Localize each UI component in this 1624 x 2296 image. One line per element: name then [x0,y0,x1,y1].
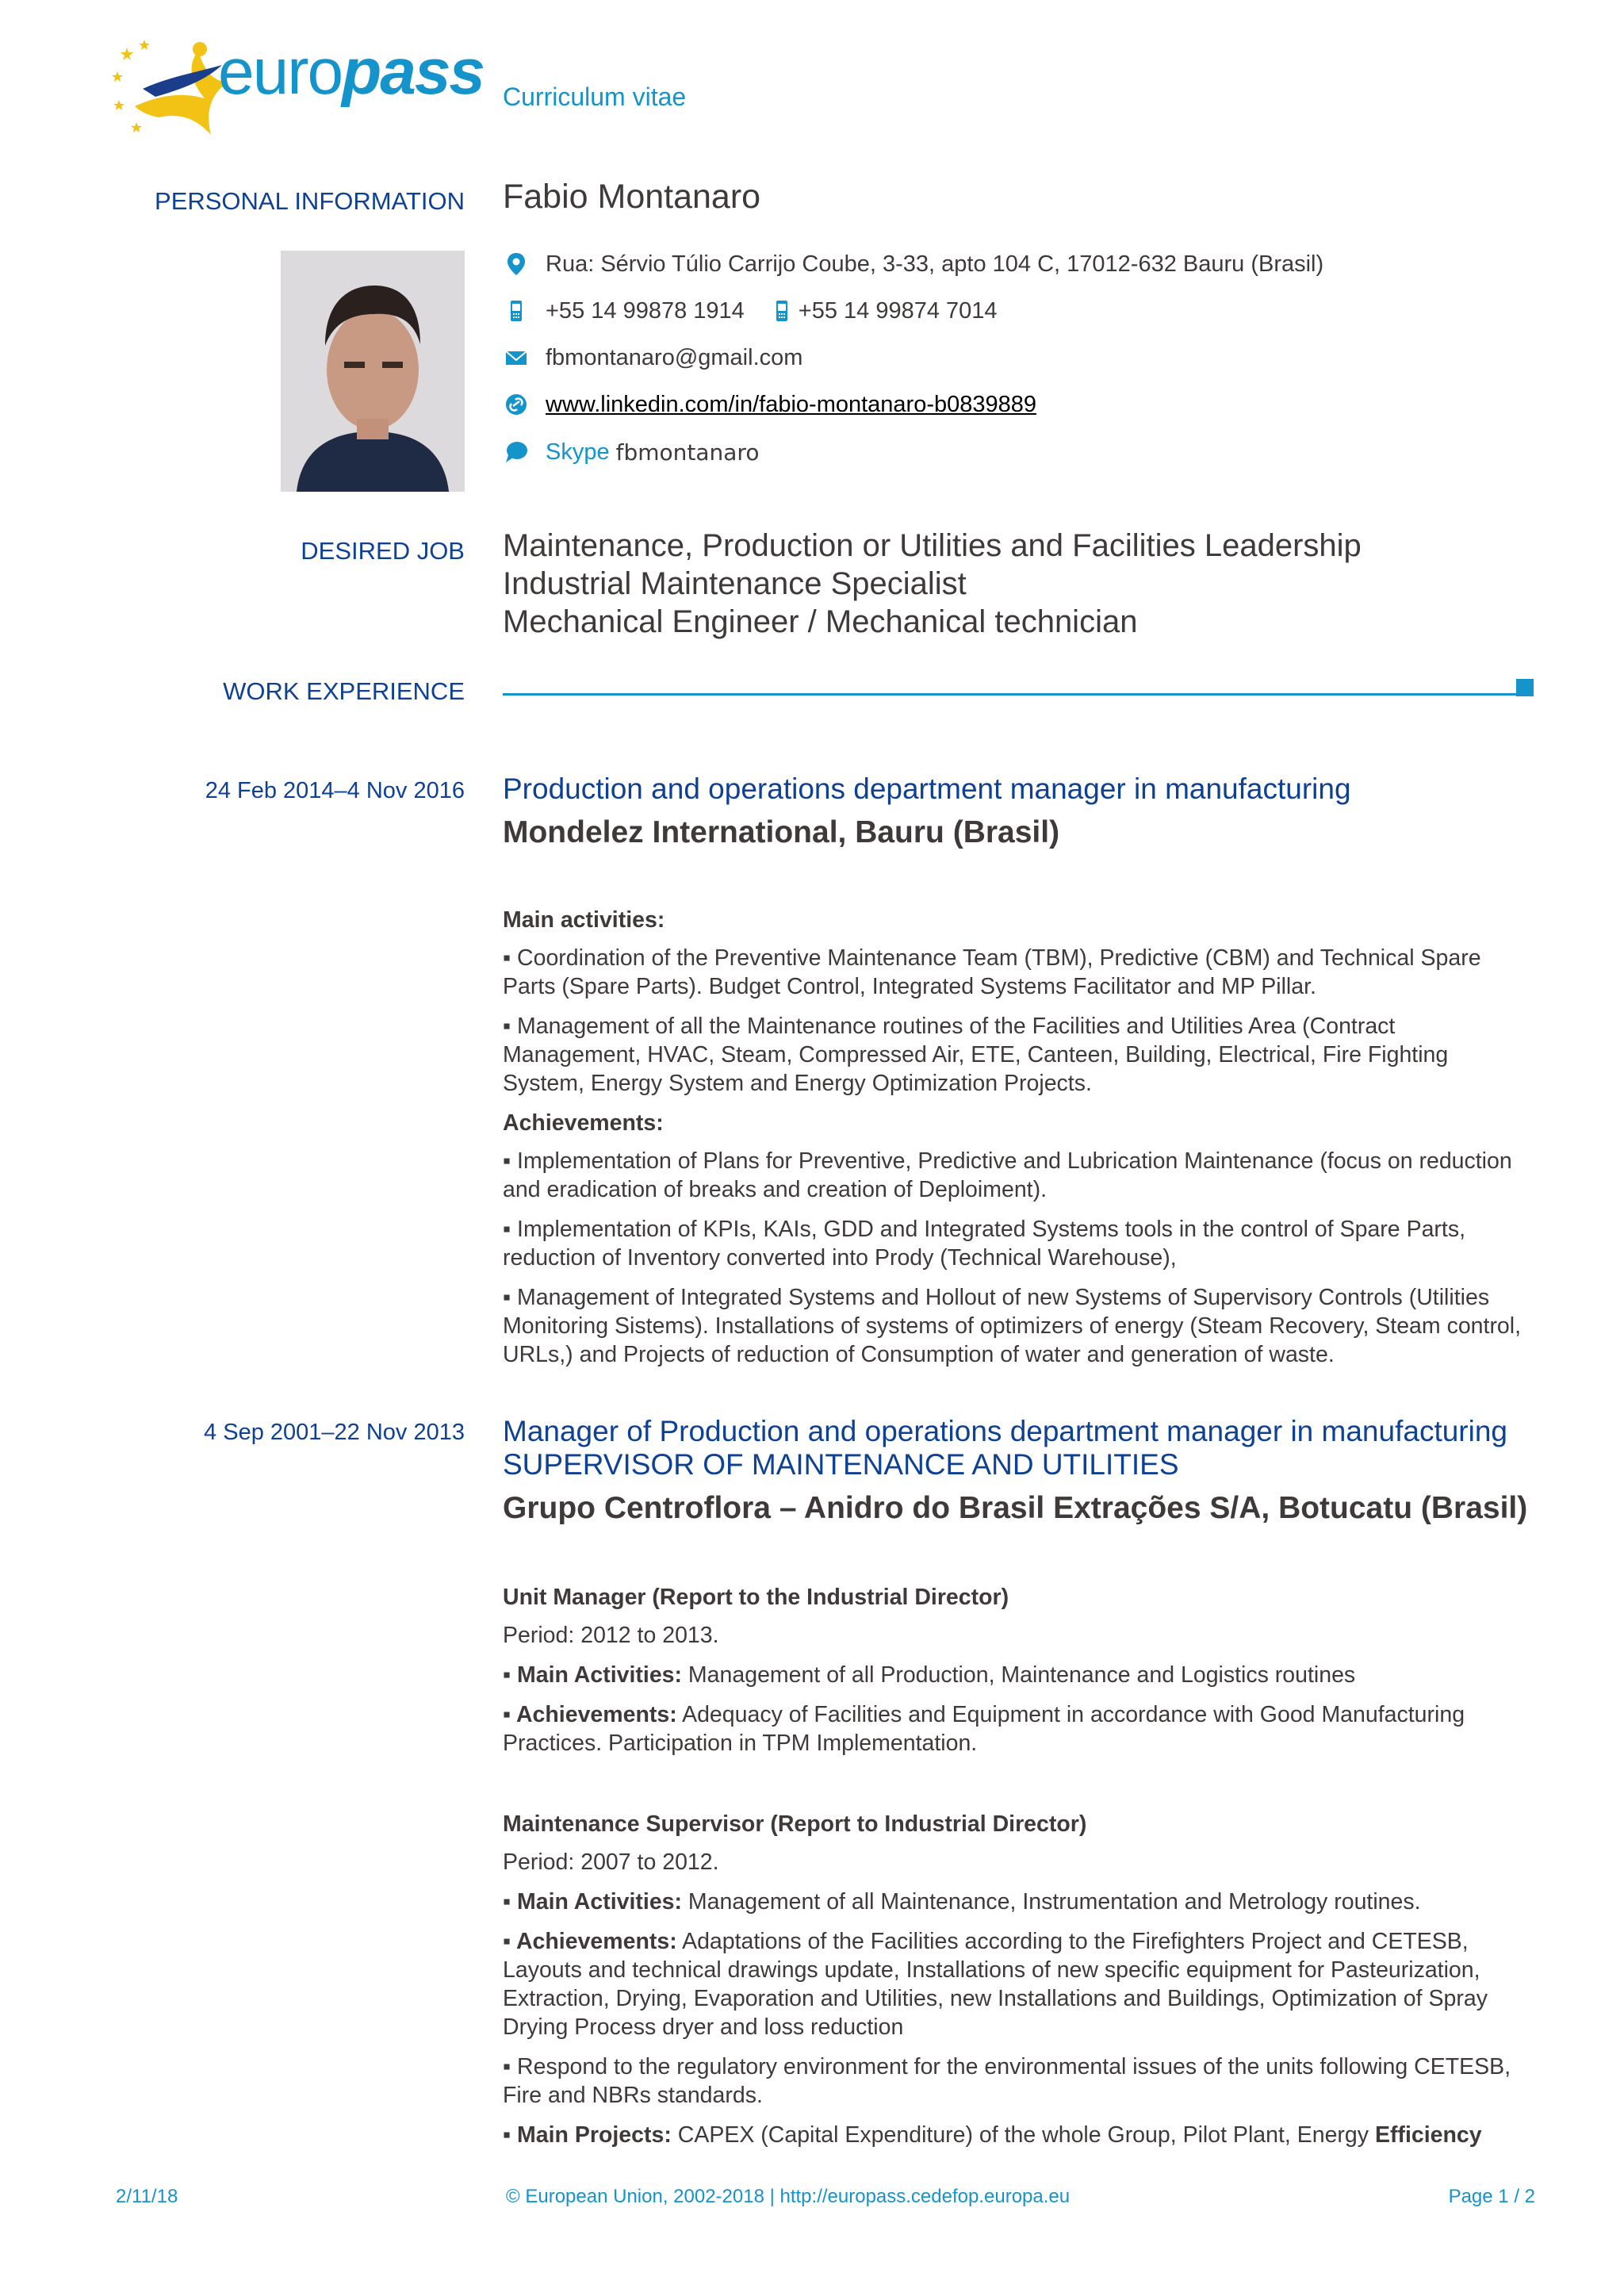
europass-wordmark: europass [218,36,485,108]
unit-manager-period: Period: 2012 to 2013. [503,1623,719,1648]
unit-manager-heading: Unit Manager (Report to the Industrial Director) [503,1585,1009,1610]
phone-number-2: +55 14 99874 7014 [798,297,998,324]
mobile-phone-icon [768,297,795,324]
text: Adaptations of the Facilities according to the Firefighters Project and CETESB, Layouts and technical drawings update, Installations of new specific equipment for Pasteurization, Extraction, Drying, Evaporation and Utilities, new Installations and Buildings, Optimization of Spray Drying Process dryer and loss reduction [503,1929,1488,2040]
job2-employer: Grupo Centroflora – Anidro do Brasil Extrações S/A, Botucatu (Brasil) [503,1491,1528,1525]
skype-row [503,439,759,466]
address-text: Rua: Sérvio Túlio Carrijo Coube, 3-33, apto 104 C, 17012-632 Bauru (Brasil) [546,251,1324,277]
supervisor-activities [503,1888,1534,1916]
globe-link-icon [503,391,530,418]
location-pin-icon [503,251,530,278]
job2-unit-manager [503,1583,1534,1769]
job1-description [503,906,1534,1380]
main-activities-heading: Main activities: [503,907,665,933]
profile-photo [281,251,465,492]
achievements-heading: Achievements: [503,1110,664,1136]
job1-title: Production and operations department manager in manufacturing [503,772,1351,805]
supervisor-achievements [503,1927,1534,2041]
text: Management of all Maintenance, Instrumentation and Metrology routines. [682,1889,1421,1915]
footer-copyright[interactable]: © European Union, 2002-2018 | http://europass.cedefop.europa.eu [506,2186,1071,2207]
job2-title-line2: SUPERVISOR OF MAINTENANCE AND UTILITIES [503,1448,1179,1481]
label: ▪ Main Projects: [503,2122,672,2148]
unit-manager-achievements [503,1700,1534,1757]
supervisor-heading: Maintenance Supervisor (Report to Industrial Director) [503,1811,1087,1837]
job2-maintenance-supervisor [503,1810,1534,2160]
job2-title [503,1415,1507,1481]
job1-employer: Mondelez International, Bauru (Brasil) [503,815,1060,849]
label: ▪ Main Activities: [503,1662,683,1688]
achievement-item: ▪ Implementation of KPIs, KAIs, GDD and Integrated Systems tools in the control of Spare Parts, reduction of Inventory converted into Prody (Technical Warehouse), [503,1217,1466,1271]
work-experience-label: WORK EXPERIENCE [223,677,465,705]
mobile-phone-icon [503,297,530,324]
achievement-item: ▪ Implementation of Plans for Preventive, Predictive and Lubrication Maintenance (focus on reduction and eradication of breaks and creation of Deploiment). [503,1148,1512,1202]
main-activity-item: ▪ Management of all the Maintenance routines of the Facilities and Utilities Area (Contract Management, HVAC, Steam, Compressed Air, ETE, Canteen, Building, Electrical, Fire Fighting System, Energy System and Energy Optimization Projects. [503,1014,1449,1096]
section-divider-square [1516,679,1534,696]
address-row [503,251,1323,278]
text: Adequacy of Facilities and Equipment in accordance with Good Manufacturing Practices. Participation in TPM Implementation. [503,1702,1465,1756]
linkedin-row [503,391,1036,418]
label: ▪ Achievements: [503,1702,677,1727]
desired-job-line: Mechanical Engineer / Mechanical technician [503,604,1138,639]
email-text[interactable]: fbmontanaro@gmail.com [546,344,803,370]
text-bold: Efficiency [1374,2122,1482,2148]
candidate-name: Fabio Montanaro [503,178,761,216]
chat-bubble-icon [503,439,530,466]
desired-job-line: Industrial Maintenance Specialist [503,566,967,601]
document-title: Curriculum vitae [503,82,687,111]
skype-label: Skype [546,439,610,465]
europass-star-figure-icon [111,33,230,144]
job1-date: 24 Feb 2014–4 Nov 2016 [205,778,465,803]
linkedin-link[interactable]: www.linkedin.com/in/fabio-montanaro-b0839889 [546,391,1037,417]
phone-row [503,297,998,324]
desired-job-list [503,527,1362,641]
text: Management of all Production, Maintenance and Logistics routines [682,1662,1356,1688]
desired-job-label: DESIRED JOB [301,537,465,565]
label: ▪ Achievements: [503,1929,677,1954]
unit-manager-activities [503,1661,1534,1689]
supervisor-regulatory: ▪ Respond to the regulatory environment for the environmental issues of the units following CETESB, Fire and NBRs standards. [503,2054,1511,2108]
label: ▪ Main Activities: [503,1889,683,1915]
section-divider [503,693,1516,696]
personal-information-label: PERSONAL INFORMATION [155,187,465,215]
supervisor-period: Period: 2007 to 2012. [503,1849,719,1875]
job2-date: 4 Sep 2001–22 Nov 2013 [204,1420,465,1445]
job2-title-line1: Manager of Production and operations department manager in manufacturing [503,1415,1507,1447]
skype-handle: fbmontanaro [615,439,760,466]
envelope-icon [503,344,530,371]
main-activity-item: ▪ Coordination of the Preventive Maintenance Team (TBM), Predictive (CBM) and Technical Spare Parts (Spare Parts). Budget Control, Integrated Systems Facilitator and MP Pillar. [503,945,1481,999]
text: CAPEX (Capital Expenditure) of the whole Group, Pilot Plant, Energy [671,2122,1375,2148]
supervisor-projects [503,2121,1534,2149]
email-row [503,344,802,371]
footer-date: 2/11/18 [116,2186,178,2207]
footer-page-number: Page 1 / 2 [1448,2186,1535,2207]
europass-logo [111,33,485,144]
achievement-item: ▪ Management of Integrated Systems and Hollout of new Systems of Supervisory Controls (Utilities Monitoring Sistems). Installations of systems of optimizers of energy (Steam Recovery, Steam control, URLs,) and Projects of reduction of Consumption of water and generation of waste. [503,1285,1522,1367]
phone-number-1: +55 14 99878 1914 [546,297,745,324]
desired-job-line: Maintenance, Production or Utilities and Facilities Leadership [503,528,1362,563]
